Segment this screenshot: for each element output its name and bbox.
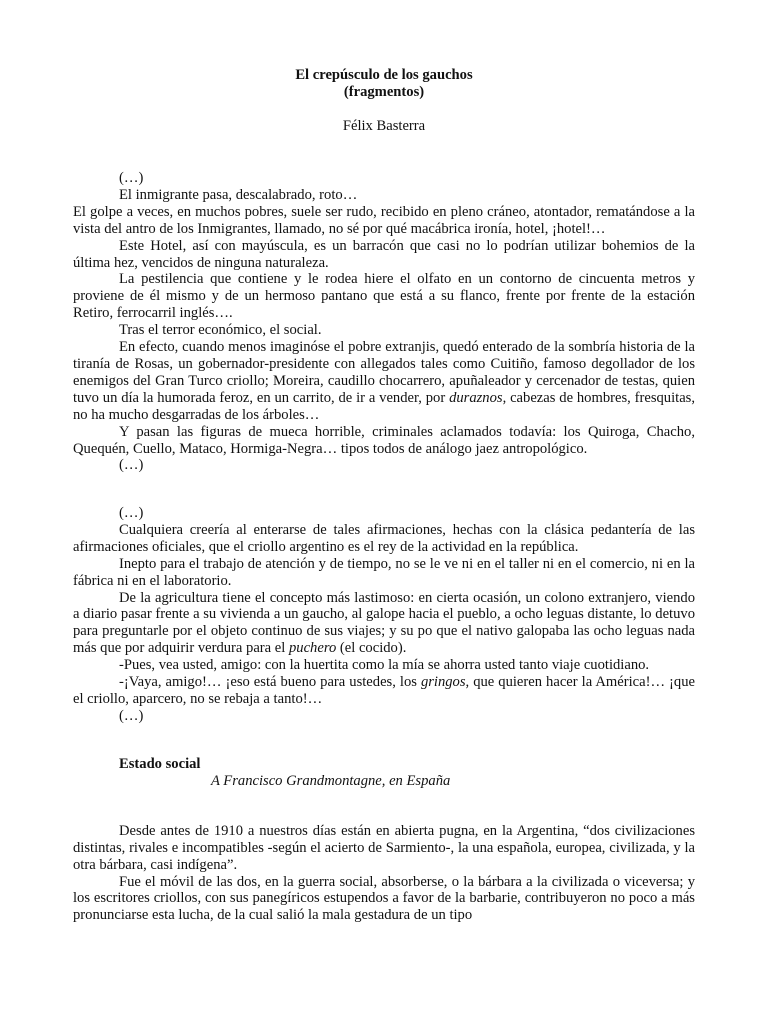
italic-word: duraznos <box>449 389 503 406</box>
paragraph <box>73 271 695 322</box>
paragraph-text: -¡Vaya, amigo!… ¡eso está bueno para ustedes, los <box>119 674 421 691</box>
paragraph: Fue el móvil de las dos, en la guerra social, absorberse, o la bárbara a la civilizada o viceversa; y los escritores criollos, con sus panegíricos estupendos a favor de la barbarie, contribuyeron no poco a más pronunciarse esta lucha, de la cual salió la mala gestadura de un tipo <box>73 873 695 924</box>
paragraph <box>73 674 695 708</box>
paragraph-text: (…) <box>119 707 144 724</box>
document-subtitle: (fragmentos) <box>343 83 425 100</box>
paragraph <box>73 339 695 424</box>
paragraph-text: En efecto, cuando menos imaginóse el pobre extranjis, quedó enterado de la sombría historia de la tiranía de Rosas, un gobernador-presidente con allegados tales como Cuitiño, famoso degollador de los enemigos del Gran Turco criollo; Moreira, caudillo chocarrero, apuñaleador y cercenador de testas, quien tuvo un día la humorada feroz, en un carrito, de ir a vender, por <box>73 339 695 406</box>
paragraph-text-continued: , cabezas de hombres, fresquitas, no ha mucho desgarradas de los árboles… <box>73 389 696 423</box>
paragraph <box>73 238 695 272</box>
document-title: El crepúsculo de los gauchos <box>295 67 473 83</box>
paragraph-text-continued: , que quieren hacer la América!… ¡que el criollo, aparcero, no se rebaja a tanto!… <box>73 674 695 707</box>
paragraph <box>73 204 695 238</box>
paragraph-text: De la agricultura tiene el concepto más lastimoso: en cierta ocasión, un colono extranjero, viendo a diario pasar frente a su vivienda a un gaucho, al galope hacia el pueblo, a ocho leguas distante, lo detuvo para preguntarle por el objeto continuo de sus viajes; y su po que el nativo galopaba las ocho leguas nada más que por adquirir verdura para el <box>73 589 695 657</box>
paragraph <box>73 657 695 674</box>
paragraph: Desde antes de 1910 a nuestros días están en abierta pugna, en la Argentina, “dos civilizaciones distintas, rivales e incompatibles -según el acierto de Sarmiento-, la una española, europea, civilizada, y la otra bárbara, casi indígena”. <box>73 822 695 873</box>
paragraph-text: Cualquiera creería al enterarse de tales afirmaciones, hechas con la clásica pedantería de las afirmaciones oficiales, que el criollo argentino es el rey de la actividad en la república. <box>73 521 695 555</box>
paragraph-text: (…) <box>119 457 144 474</box>
paragraph <box>73 170 695 187</box>
paragraph-text: El golpe a veces, en muchos pobres, suele ser rudo, recibido en pleno cráneo, atontador, rematándose a la vista del antro de los Inmigrantes, llamado, no sé por qué macábrica ironía, hotel, ¡hotel!… <box>73 203 695 237</box>
paragraph <box>73 522 695 556</box>
section-one-paragraphs <box>73 170 695 474</box>
paragraph-text: Y pasan las figuras de mueca horrible, criminales aclamados todavía: los Quiroga, Chacho, Quequén, Cuello, Mataco, Hormiga-Negra… tipos todos de análogo jaez antropológico. <box>73 423 695 457</box>
paragraph <box>73 505 695 522</box>
paragraph <box>73 322 695 339</box>
section-heading: Estado social <box>119 756 201 772</box>
section-three <box>73 756 695 924</box>
title-block <box>73 67 695 135</box>
section-two <box>73 505 695 725</box>
paragraph-text: (…) <box>119 170 144 186</box>
paragraph <box>73 457 695 474</box>
paragraph-text: -Pues, vea usted, amigo: con la huertita como la mía se ahorra usted tanto viaje cuotidiano. <box>119 657 650 674</box>
paragraph-text: La pestilencia que contiene y le rodea hiere el olfato en un contorno de cincuenta metros y proviene de él mismo y de un hermoso pantano que está a su flanco, frente por frente de la estación Retiro, ferrocarril inglés…. <box>73 271 695 322</box>
author-name: Félix Basterra <box>342 117 426 134</box>
paragraph <box>73 424 695 458</box>
paragraph-text: (…) <box>119 505 144 521</box>
paragraph-text: Tras el terror económico, el social. <box>119 322 322 339</box>
italic-word: puchero <box>288 640 337 657</box>
section-one <box>73 170 695 474</box>
paragraph-text: Inepto para el trabajo de atención y de tiempo, no se le ve ni en el taller ni en el comercio, ni en la fábrica ni en el laboratorio. <box>73 555 695 589</box>
paragraph-text: Este Hotel, así con mayúscula, es un barracón que casi no lo podrían utilizar bohemios de la última hez, vencidos de ninguna naturaleza. <box>73 237 695 271</box>
italic-word: gringos <box>420 674 466 691</box>
dedication: A Francisco Grandmontagne, en España <box>211 772 451 789</box>
paragraph-text: El inmigrante pasa, descalabrado, roto… <box>119 186 358 203</box>
paragraph <box>73 187 695 204</box>
paragraph-text-continued: (el cocido). <box>336 640 407 657</box>
section-two-paragraphs <box>73 505 695 725</box>
paragraph <box>73 556 695 590</box>
paragraph <box>73 590 695 658</box>
paragraph <box>73 708 695 725</box>
